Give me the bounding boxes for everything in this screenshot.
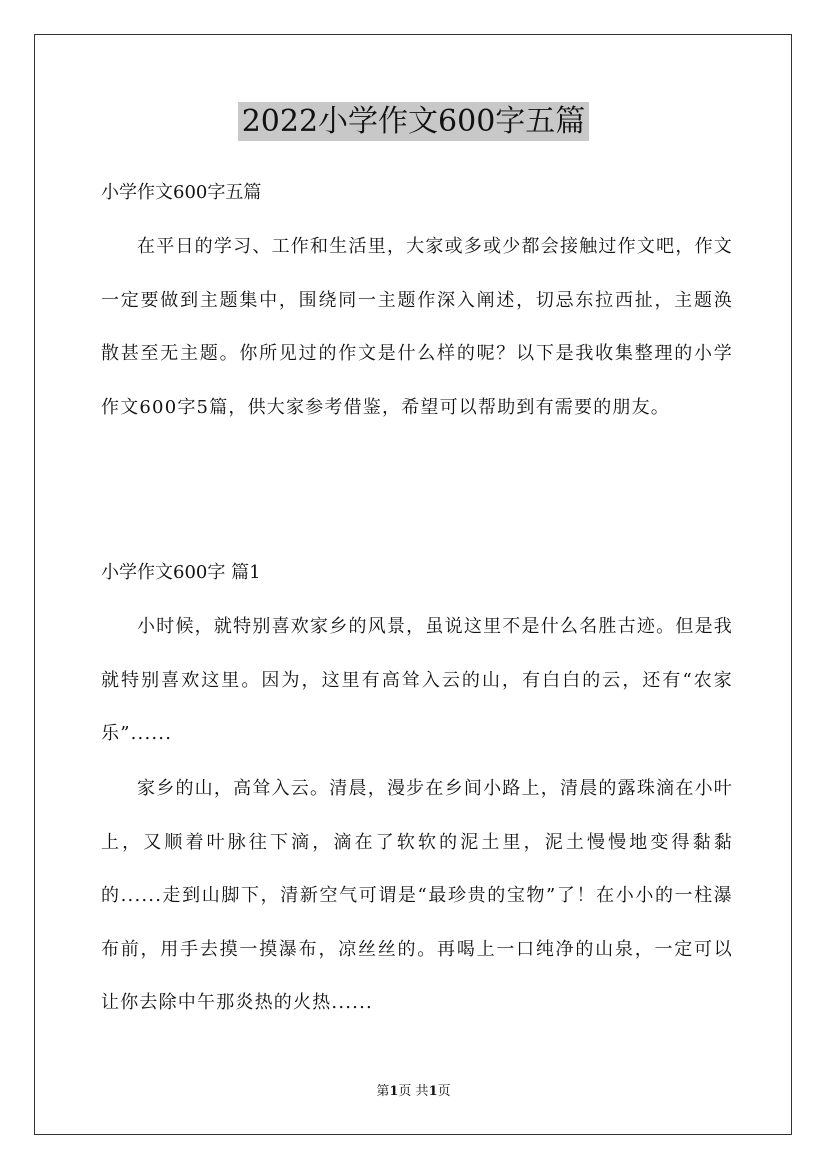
document-title-text: 2022小学作文600字五篇: [238, 102, 590, 141]
footer-page-number: 1: [389, 1084, 399, 1099]
page-footer: [0, 1083, 827, 1101]
intro-paragraph: 在平日的学习、工作和生活里，大家或多或少都会接触过作文吧，作文一定要做到主题集中，围绕同一主题作深入阐述，切忌东拉西扯，主题涣散甚至无主题。你所见过的作文是什么样的呢？以下是我收集整理的小学作文600字5篇，供大家参考借鉴，希望可以帮助到有需要的朋友。: [101, 236, 733, 418]
document-subtitle: 小学作文600字五篇: [101, 182, 262, 203]
footer-prefix: 第: [376, 1084, 390, 1099]
footer-total-pages: 1: [428, 1084, 438, 1099]
section-paragraph: 家乡的山，高耸入云。清晨，漫步在乡间小路上，清晨的露珠滴在小叶上，又顺着叶脉往下滴，滴在了软软的泥土里，泥土慢慢地变得黏黏的......走到山脚下，清新空气可谓是“最珍贵的宝物”了！在小小的一柱瀑布前，用手去摸一摸瀑布，凉丝丝的。再喝上一口纯净的山泉，一定可以让你去除中午那炎热的火热......: [101, 778, 733, 1013]
footer-mid: 页 共: [398, 1084, 429, 1099]
footer-suffix: 页: [437, 1084, 451, 1099]
section-paragraph: 小时候，就特别喜欢家乡的风景，虽说这里不是什么名胜古迹。但是我就特别喜欢这里。因为，这里有高耸入云的山，有白白的云，还有“农家乐”......: [101, 616, 733, 744]
document-title: [0, 98, 827, 146]
section-heading: 小学作文600字 篇1: [101, 562, 261, 583]
